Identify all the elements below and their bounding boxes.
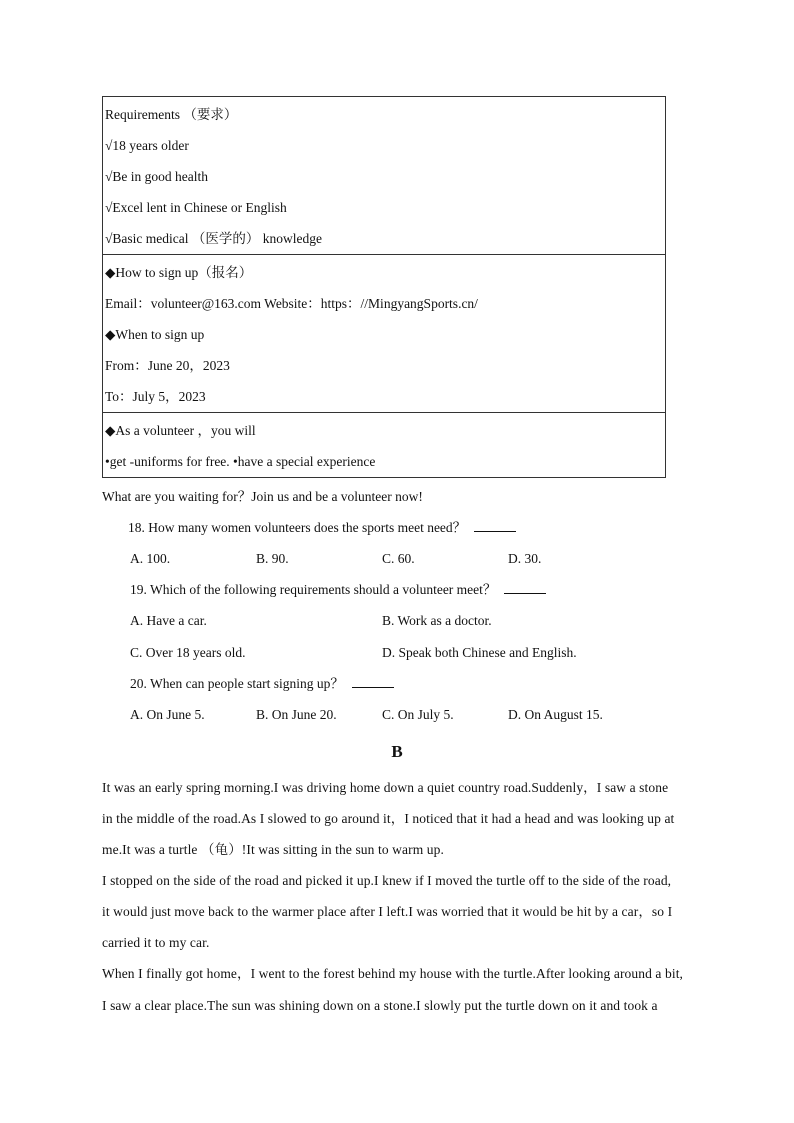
section-heading: B — [391, 742, 403, 761]
signup-section — [103, 254, 665, 412]
benefits-title: ◆As a volunteer ，you will — [105, 423, 256, 438]
benefits-section — [103, 412, 665, 477]
passage-line: I stopped on the side of the road and picked it up.I knew if I moved the turtle off to the side of the road, — [102, 873, 672, 888]
when-to-sign-up-title: ◆When to sign up — [105, 327, 205, 342]
info-table — [102, 96, 666, 478]
contact-info: Email：volunteer@163.com Website：https：//MingyangSports.cn/ — [105, 296, 478, 311]
option-a: A. On June 5. — [130, 707, 205, 722]
closing-text: What are you waiting for？Join us and be a volunteer now! — [102, 489, 423, 504]
question-stem: 19. Which of the following requirements should a volunteer meet？ — [130, 582, 497, 597]
passage-line: It was an early spring morning.I was driving home down a quiet country road.Suddenly，I saw a stone — [102, 780, 669, 795]
answer-blank — [504, 581, 546, 594]
option-c: C. 60. — [382, 551, 415, 566]
question-stem: 18. How many women volunteers does the sports meet need？ — [128, 520, 467, 535]
option-d: D. On August 15. — [508, 707, 603, 722]
answer-blank — [352, 675, 394, 688]
benefits-items: •get -uniforms for free. •have a special experience — [105, 454, 376, 469]
option-d: D. 30. — [508, 551, 542, 566]
signup-to-date: To：July 5，2023 — [105, 389, 206, 404]
requirements-section — [103, 97, 665, 254]
option-c: C. Over 18 years old. — [130, 645, 246, 660]
option-a: A. 100. — [130, 551, 171, 566]
option-b: B. On June 20. — [256, 707, 337, 722]
requirement-item: √Excel lent in Chinese or English — [105, 200, 287, 215]
how-to-sign-up-title: ◆How to sign up（报名） — [105, 265, 253, 280]
question-19 — [130, 580, 546, 600]
option-a: A. Have a car. — [130, 613, 207, 628]
option-c: C. On July 5. — [382, 707, 454, 722]
passage-line: it would just move back to the warmer place after I left.I was worried that it would be hit by a car，so I — [102, 904, 673, 919]
question-20 — [130, 674, 394, 694]
requirement-item: √Basic medical （医学的） knowledge — [105, 231, 322, 246]
answer-blank — [474, 519, 516, 532]
passage-line: I saw a clear place.The sun was shining down on a stone.I slowly put the turtle down on it and took a — [102, 998, 658, 1013]
requirements-title: Requirements （要求） — [105, 107, 238, 122]
option-b: B. Work as a doctor. — [382, 613, 492, 628]
passage-line: me.It was a turtle （龟）!It was sitting in the sun to warm up. — [102, 842, 444, 857]
passage-line: in the middle of the road.As I slowed to go around it，I noticed that it had a head and was looking up at — [102, 811, 675, 826]
requirement-item: √18 years older — [105, 138, 189, 153]
question-18 — [128, 518, 516, 538]
question-stem: 20. When can people start signing up？ — [130, 676, 344, 691]
passage-line: When I finally got home，I went to the forest behind my house with the turtle.After looking around a bit, — [102, 966, 684, 981]
requirement-item: √Be in good health — [105, 169, 209, 184]
option-d: D. Speak both Chinese and English. — [382, 645, 577, 660]
option-b: B. 90. — [256, 551, 289, 566]
passage-line: carried it to my car. — [102, 935, 210, 950]
signup-from-date: From：June 20，2023 — [105, 358, 230, 373]
